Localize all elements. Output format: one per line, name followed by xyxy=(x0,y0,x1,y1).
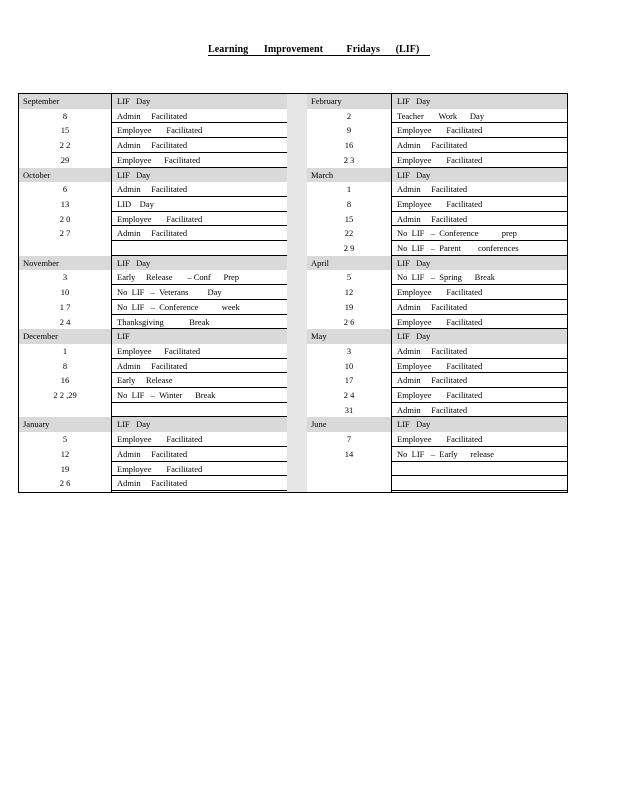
date-number: 2 6 xyxy=(59,478,71,489)
activity-label: Admin Facilitated xyxy=(117,184,188,195)
date-row xyxy=(19,285,287,300)
date-number xyxy=(307,476,391,490)
date-number: 12 xyxy=(60,448,70,459)
month-header-row xyxy=(19,256,287,271)
date-number: 19 xyxy=(344,301,354,312)
activity-label: Employee Facilitated xyxy=(397,125,483,136)
date-number: 2 2 ,29 xyxy=(53,390,77,400)
date-row xyxy=(307,344,567,359)
date-number: 15 xyxy=(344,213,354,224)
date-row xyxy=(19,182,287,197)
activity-label: Admin Facilitated xyxy=(117,228,188,239)
activity-label: LID Day xyxy=(117,198,154,209)
date-number: 10 xyxy=(60,287,70,298)
date-row xyxy=(19,388,287,403)
date-number: 12 xyxy=(344,287,354,298)
date-number: 5 xyxy=(62,434,68,445)
activity-label: Admin Facilitated xyxy=(117,448,188,459)
activity-label: Employee Facilitated xyxy=(117,154,201,165)
date-number xyxy=(19,403,111,417)
date-row xyxy=(307,123,567,138)
date-number: 29 xyxy=(60,154,70,165)
column-divider xyxy=(111,94,112,492)
date-number: 2 2 xyxy=(59,140,71,151)
month-header-row xyxy=(19,329,287,344)
activity-label: Employee Facilitated xyxy=(397,287,483,298)
date-row xyxy=(19,359,287,374)
month-name: December xyxy=(23,331,58,342)
activity-label: Employee Facilitated xyxy=(397,154,483,165)
date-number: 2 0 xyxy=(59,213,71,224)
date-number: 15 xyxy=(60,125,70,136)
date-number: 16 xyxy=(60,375,70,386)
activity-label: Admin Facilitated xyxy=(117,110,188,121)
date-row xyxy=(307,138,567,153)
date-number: 3 xyxy=(62,272,68,283)
date-row xyxy=(307,153,567,168)
date-row xyxy=(19,197,287,212)
date-number: 8 xyxy=(62,110,68,121)
fall-winter-column xyxy=(19,94,307,492)
row-divider xyxy=(391,490,567,491)
month-header-label: LIF Day xyxy=(117,257,151,268)
date-number: 2 4 xyxy=(343,390,355,400)
activity-label: Employee Facilitated xyxy=(117,345,201,356)
date-number: 19 xyxy=(60,463,70,474)
activity-label: Admin Facilitated xyxy=(397,404,468,415)
date-row xyxy=(19,109,287,124)
date-number: 8 xyxy=(62,360,68,371)
month-header-row xyxy=(19,417,287,432)
date-row xyxy=(19,212,287,227)
month-header-label: LIF Day xyxy=(397,419,431,430)
activity-label: No LIF – Parent conferences xyxy=(397,243,519,253)
activity-label: Employee Facilitated xyxy=(397,316,483,327)
date-row xyxy=(307,403,567,418)
activity-label: Admin Facilitated xyxy=(117,140,188,151)
date-row xyxy=(19,462,287,477)
page-title: Learning Improvement Fridays (LIF) xyxy=(208,44,430,56)
month-header-row xyxy=(307,94,567,109)
date-number: 5 xyxy=(346,272,352,283)
month-name: January xyxy=(23,419,50,430)
date-row xyxy=(307,226,567,241)
date-number: 31 xyxy=(344,404,354,415)
date-row xyxy=(307,182,567,197)
lif-calendar-table xyxy=(18,93,568,493)
date-number: 2 3 xyxy=(343,154,355,165)
column-divider xyxy=(391,94,392,492)
activity-label: Admin Facilitated xyxy=(397,213,468,224)
date-number: 2 6 xyxy=(343,316,355,327)
activity-label: Admin Facilitated xyxy=(117,478,188,489)
activity-label: No LIF – Veterans Day xyxy=(117,287,222,298)
date-row xyxy=(19,153,287,168)
month-header-row xyxy=(307,256,567,271)
date-number: 1 xyxy=(346,184,352,195)
date-number: 10 xyxy=(344,360,354,371)
month-header-label: LIF Day xyxy=(117,96,151,106)
date-number: 16 xyxy=(344,140,354,151)
activity-label: Employee Facilitated xyxy=(397,198,483,209)
date-number: 14 xyxy=(344,448,354,459)
date-row xyxy=(19,403,287,418)
date-number: 13 xyxy=(60,198,70,209)
date-row xyxy=(307,300,567,315)
date-number: 1 xyxy=(62,345,68,356)
date-number xyxy=(19,241,111,255)
date-row xyxy=(307,462,567,477)
month-name: October xyxy=(23,169,51,180)
date-row xyxy=(19,123,287,138)
date-number: 2 7 xyxy=(59,228,71,239)
date-row xyxy=(307,432,567,447)
month-name: May xyxy=(311,331,327,342)
date-row xyxy=(19,476,287,491)
date-row xyxy=(19,315,287,330)
date-number: 7 xyxy=(346,434,352,445)
date-row xyxy=(307,359,567,374)
month-header-row xyxy=(19,94,287,109)
activity-label: No LIF – Conference prep xyxy=(397,228,517,239)
month-header-label: LIF xyxy=(117,331,130,342)
month-header-row xyxy=(19,168,287,183)
activity-label: No LIF – Spring Break xyxy=(397,272,495,283)
date-row xyxy=(307,109,567,124)
activity-label: Employee Facilitated xyxy=(117,213,203,224)
activity-label: Employee Facilitated xyxy=(117,434,203,445)
date-number: 2 9 xyxy=(343,243,355,253)
month-header-label: LIF Day xyxy=(117,419,151,430)
date-number: 22 xyxy=(344,228,354,239)
month-name: June xyxy=(311,419,327,430)
date-row xyxy=(19,300,287,315)
date-number: 6 xyxy=(62,184,68,195)
date-row xyxy=(307,388,567,403)
activity-label: No LIF – Early release xyxy=(397,448,495,459)
date-number: 2 4 xyxy=(59,316,71,327)
date-row xyxy=(19,241,287,256)
activity-label: Employee Facilitated xyxy=(397,390,483,400)
date-number: 2 xyxy=(346,110,352,121)
month-name: March xyxy=(311,169,334,180)
month-header-label: LIF Day xyxy=(117,169,151,180)
activity-label: Admin Facilitated xyxy=(397,301,468,312)
activity-label: Early Release xyxy=(117,375,173,386)
date-number: 1 7 xyxy=(59,301,71,312)
activity-label: Thanksgiving Break xyxy=(117,316,210,327)
date-row xyxy=(307,270,567,285)
date-row xyxy=(307,241,567,256)
month-header-row xyxy=(307,329,567,344)
date-row xyxy=(307,285,567,300)
date-row xyxy=(19,270,287,285)
month-header-label: LIF Day xyxy=(397,331,431,342)
month-name: April xyxy=(311,257,329,268)
month-name: September xyxy=(23,96,60,106)
activity-label: Admin Facilitated xyxy=(397,184,468,195)
date-row xyxy=(19,432,287,447)
activity-label: Admin Facilitated xyxy=(117,360,188,371)
activity-label: No LIF – Winter Break xyxy=(117,390,216,400)
activity-label: Admin Facilitated xyxy=(397,345,468,356)
activity-label: Employee Facilitated xyxy=(117,463,203,474)
date-row xyxy=(307,447,567,462)
month-header-row xyxy=(307,168,567,183)
month-name: February xyxy=(311,96,342,106)
date-row xyxy=(19,447,287,462)
date-row xyxy=(307,212,567,227)
date-number: 9 xyxy=(346,125,352,136)
date-row xyxy=(19,138,287,153)
date-row xyxy=(19,373,287,388)
activity-label: Employee Facilitated xyxy=(397,434,483,445)
activity-label: Teacher Work Day xyxy=(397,110,485,121)
month-header-row xyxy=(307,417,567,432)
activity-label: Admin Facilitated xyxy=(397,375,468,386)
spring-column xyxy=(307,94,567,492)
date-row xyxy=(19,344,287,359)
activity-label: Employee Facilitated xyxy=(117,125,203,136)
activity-label: Employee Facilitated xyxy=(397,360,483,371)
date-row xyxy=(307,315,567,330)
month-header-label: LIF Day xyxy=(397,96,431,106)
month-name: November xyxy=(23,257,59,268)
date-row xyxy=(19,226,287,241)
month-header-label: LIF Day xyxy=(397,169,431,180)
date-number xyxy=(307,462,391,476)
date-number: 17 xyxy=(344,375,354,386)
date-row xyxy=(307,197,567,212)
date-number: 3 xyxy=(346,345,352,356)
date-row xyxy=(307,373,567,388)
date-number: 8 xyxy=(346,198,352,209)
date-row xyxy=(307,476,567,491)
month-header-label: LIF Day xyxy=(397,257,431,268)
activity-label: Admin Facilitated xyxy=(397,140,468,151)
row-divider xyxy=(111,490,287,491)
activity-label: No LIF – Conference week xyxy=(117,301,240,312)
activity-label: Early Release – Conf Prep xyxy=(117,272,240,283)
